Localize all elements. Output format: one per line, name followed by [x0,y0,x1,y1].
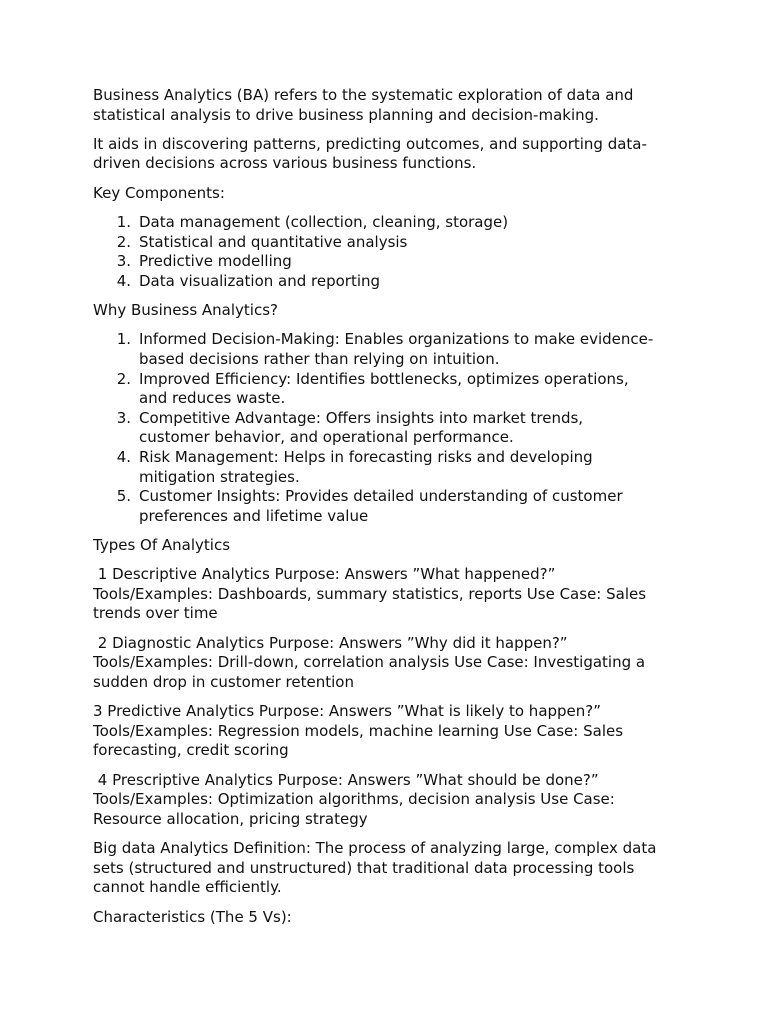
diagnostic-analytics-paragraph: 2 Diagnostic Analytics Purpose: Answers ”Why did it happen?” Tools/Examples: Drill-down, correlation analysis Use Case: Investigating a sudden drop in customer retention [93,633,646,691]
why-heading: Why Business Analytics? [93,301,278,320]
list-item: 1. Data management (collection, cleaning, storage) [116,213,509,232]
types-heading: Types Of Analytics [93,536,231,554]
key-components-list [93,213,693,291]
big-data-definition-paragraph: Big data Analytics Definition: The process of analyzing large, complex data sets (structured and unstructured) that traditional data processing tools cannot handle efficiently. [93,839,657,897]
characteristics-heading: Characteristics (The 5 Vs): [93,907,292,926]
list-item: 3. Competitive Advantage: Offers insights into market trends, customer behavior, and operational performance. [116,408,584,447]
document-body [93,86,693,937]
descriptive-analytics-paragraph: 1 Descriptive Analytics Purpose: Answers ”What happened?” Tools/Examples: Dashboards, summary statistics, reports Use Case: Sales trends over time [93,565,647,623]
predictive-analytics-paragraph: 3 Predictive Analytics Purpose: Answers ”What is likely to happen?” Tools/Examples: Regression models, machine learning Use Case: Sales forecasting, credit scoring [93,702,624,760]
intro-paragraph-1: Business Analytics (BA) refers to the systematic exploration of data and statistical analysis to drive business planning and decision-making. [93,86,634,124]
list-item: 2. Improved Efficiency: Identifies bottlenecks, optimizes operations, and reduces waste. [116,369,629,408]
key-components-heading: Key Components: [93,183,225,202]
list-item: 5. Customer Insights: Provides detailed understanding of customer preferences and lifetime value [116,487,623,525]
list-item: 3. Predictive modelling [116,252,292,271]
list-item: 1. Informed Decision-Making: Enables organizations to make evidence- based decisions rather than relying on intuition. [116,330,654,368]
intro-paragraph-2: It aids in discovering patterns, predicting outcomes, and supporting data- driven decisions across various business functions. [93,134,647,173]
list-item: 2. Statistical and quantitative analysis [116,232,408,251]
list-item: 4. Data visualization and reporting [116,271,381,290]
prescriptive-analytics-paragraph: 4 Prescriptive Analytics Purpose: Answers ”What should be done?” Tools/Examples: Optimization algorithms, decision analysis Use Case: Resource allocation, pricing strategy [93,770,615,828]
why-list [93,330,693,526]
list-item: 4. Risk Management: Helps in forecasting risks and developing mitigation strategies. [116,447,593,486]
